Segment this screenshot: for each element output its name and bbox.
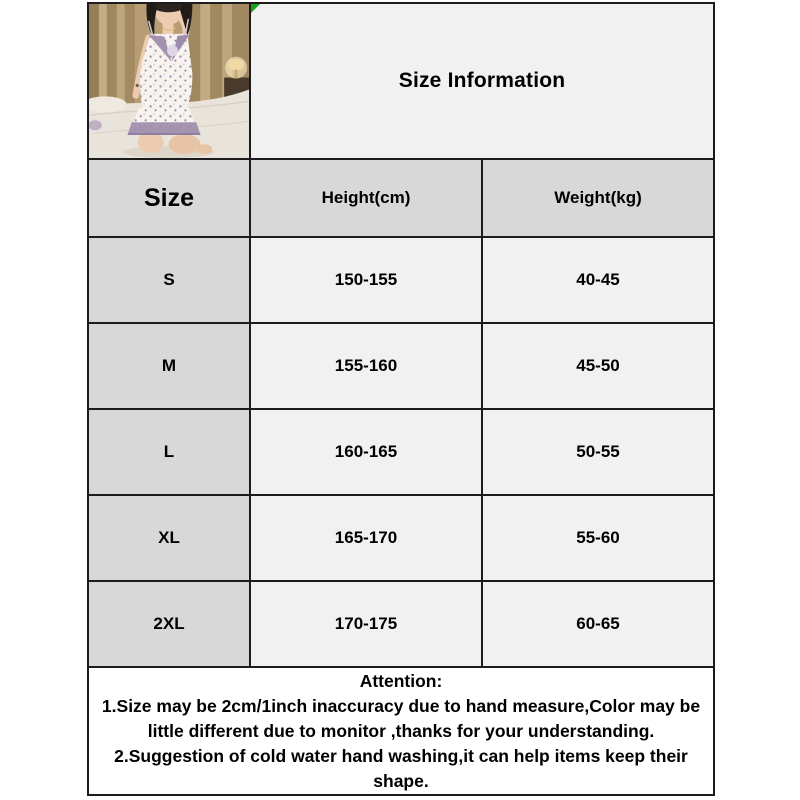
column-header-height: Height(cm) bbox=[250, 159, 482, 237]
table-row-m bbox=[88, 323, 714, 409]
size-cell: M bbox=[88, 323, 250, 409]
height-cell: 165-170 bbox=[250, 495, 482, 581]
green-corner-icon bbox=[251, 4, 260, 13]
column-header-weight: Weight(kg) bbox=[482, 159, 714, 237]
weight-cell: 50-55 bbox=[482, 409, 714, 495]
table-row-s bbox=[88, 237, 714, 323]
height-cell: 150-155 bbox=[250, 237, 482, 323]
size-cell: S bbox=[88, 237, 250, 323]
attention-line-2: 2.Suggestion of cold water hand washing,it can help items keep their shape. bbox=[114, 745, 688, 791]
attention-row bbox=[88, 667, 714, 795]
height-cell: 160-165 bbox=[250, 409, 482, 495]
table-row-2xl bbox=[88, 581, 714, 667]
height-cell: 155-160 bbox=[250, 323, 482, 409]
attention-line-1: 1.Size may be 2cm/1inch inaccuracy due to hand measure,Color may be little different due to monitor ,thanks for your understanding. bbox=[101, 695, 701, 741]
attention-note bbox=[88, 667, 714, 795]
size-table bbox=[87, 2, 715, 796]
weight-cell: 40-45 bbox=[482, 237, 714, 323]
weight-cell: 55-60 bbox=[482, 495, 714, 581]
attention-title: Attention: bbox=[359, 670, 443, 691]
size-information-title: Size Information bbox=[398, 69, 566, 93]
weight-cell: 45-50 bbox=[482, 323, 714, 409]
size-cell: 2XL bbox=[88, 581, 250, 667]
photo-title-row bbox=[88, 3, 714, 159]
table-row-l bbox=[88, 409, 714, 495]
size-cell: L bbox=[88, 409, 250, 495]
weight-cell: 60-65 bbox=[482, 581, 714, 667]
product-photo bbox=[88, 3, 250, 159]
column-header-size: Size bbox=[88, 159, 250, 237]
table-header-row bbox=[88, 159, 714, 237]
size-information-header bbox=[250, 3, 714, 159]
size-cell: XL bbox=[88, 495, 250, 581]
product-photo-illustration bbox=[89, 4, 249, 158]
height-cell: 170-175 bbox=[250, 581, 482, 667]
table-row-xl bbox=[88, 495, 714, 581]
